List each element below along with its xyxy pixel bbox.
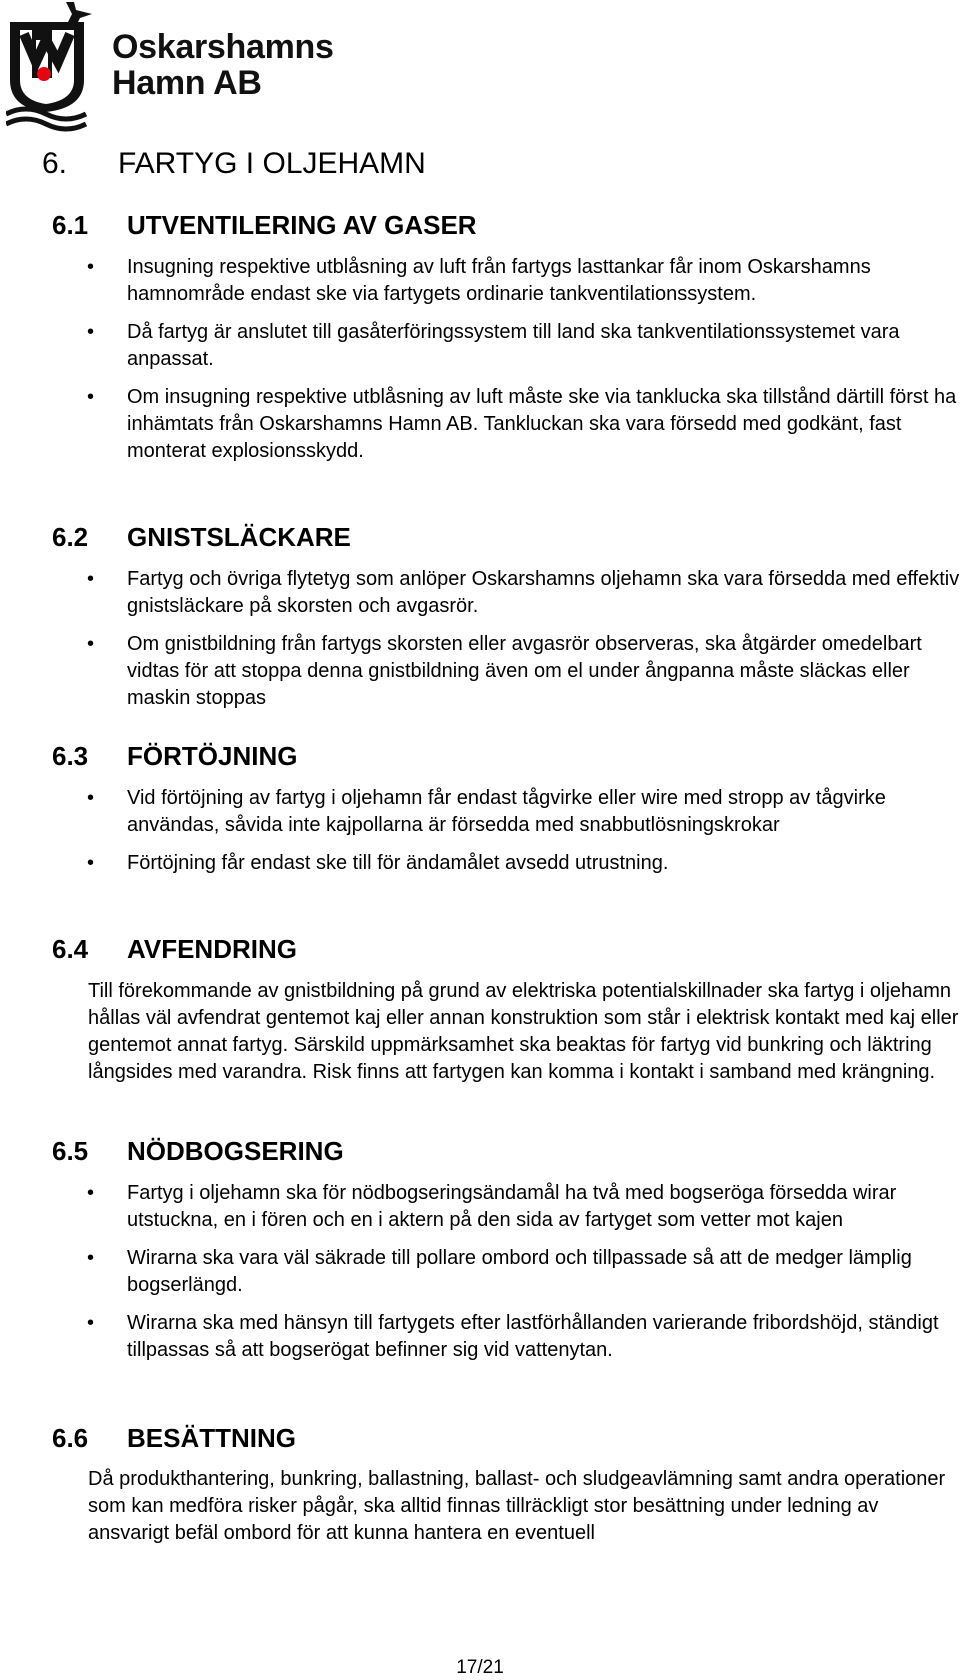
section-number: 6.2 [52,522,89,552]
section-heading [52,1136,344,1167]
section-number: 6.6 [52,1423,89,1453]
list-item: • Förtöjning får endast ske till för ändamålet avsedd utrustning. [87,850,960,877]
chapter-title: FARTYG I OLJEHAMN [118,147,426,180]
section-heading [52,522,351,553]
section-number: 6.1 [52,210,89,240]
list-item: • Fartyg och övriga flytetyg som anlöper Oskarshamns oljehamn ska vara försedda med effektiv gnistsläckare på skorsten och avgasrör. [87,566,960,620]
section-title: UTVENTILERING AV GASER [127,210,477,240]
section-heading [52,741,297,772]
list-item: • Om gnistbildning från fartygs skorsten eller avgasrör observeras, ska åtgärder omedelbart vidtas för att stoppa denna gnistbildning även om el under ångpanna måste släckas eller maskin stoppas [87,631,960,712]
bullet-list [87,785,960,877]
body-paragraph: Till förekommande av gnistbildning på grund av elektriska potentialskillnader ska fartyg i oljehamn hållas väl avfendrat gentemot kaj eller annan konstruktion som står i elektrisk kontakt med kaj eller gentemot annat fartyg. Särskild uppmärksamhet ska beaktas för fartyg vid bunkring och läktring långsides med varandra. Risk finns att fartygen kan komma i kontakt i samband med krängning. [88,980,959,1083]
bullet-list [87,1180,960,1364]
section-title: NÖDBOGSERING [127,1136,344,1166]
list-item: • Vid förtöjning av fartyg i oljehamn får endast tågvirke eller wire med stropp av tågvirke användas, såvida inte kajpollarna är försedda med snabbutlösningskrokar [87,785,960,839]
section-heading [52,210,477,241]
list-item: • Då fartyg är anslutet till gasåterföringssystem till land ska tankventilationssystemet vara anpassat. [87,319,960,373]
list-item: • Fartyg i oljehamn ska för nödbogseringsändamål ha två med bogseröga försedda wirar utstuckna, en i fören och en i aktern på den sida av fartyget som vetter mot kajen [87,1180,960,1234]
bullet-list [87,254,960,465]
harbour-emblem-icon [6,0,106,132]
bullet-list [87,566,960,712]
section-title: FÖRTÖJNING [127,741,298,771]
logo-name-line1: Oskarshamns [112,28,334,66]
list-item: • Om insugning respektive utblåsning av luft måste ske via tanklucka ska tillstånd därtill först ha inhämtats från Oskarshamns Hamn AB. Tankluckan ska vara försedd med godkänt, fast monterat explosionsskydd. [87,384,960,465]
chapter-number: 6. [42,147,68,180]
chapter-heading [42,147,426,181]
section-heading [52,934,297,965]
section-title: GNISTSLÄCKARE [127,522,351,552]
list-item: • Wirarna ska vara väl säkrade till pollare ombord och tillpassade så att de medger lämplig bogserlängd. [87,1245,960,1299]
section-title: BESÄTTNING [127,1423,296,1453]
section-number: 6.5 [52,1136,89,1166]
section-title: AVFENDRING [127,934,297,964]
page-number: 17/21 [456,1657,504,1678]
list-item: • Wirarna ska med hänsyn till fartygets efter lastförhållanden varierande fribordshöjd, ständigt tillpassas så att bogserögat befinner sig vid vattenytan. [87,1310,960,1364]
logo-name-line2: Hamn AB [112,64,262,102]
section-number: 6.3 [52,741,89,771]
list-item: • Insugning respektive utblåsning av luft från fartygs lasttankar får inom Oskarshamns hamnområde endast ske via fartygets ordinarie tankventilationssystem. [87,254,960,308]
section-heading [52,1423,296,1454]
company-logo [6,0,356,135]
section-number: 6.4 [52,934,89,964]
body-paragraph: Då produkthantering, bunkring, ballastning, ballast- och sludgeavlämning samt andra operationer som kan medföra risker pågår, ska alltid finnas tillräckligt stor besättning under ledning av ansvarigt befäl ombord för att kunna hantera en eventuell [88,1468,946,1544]
